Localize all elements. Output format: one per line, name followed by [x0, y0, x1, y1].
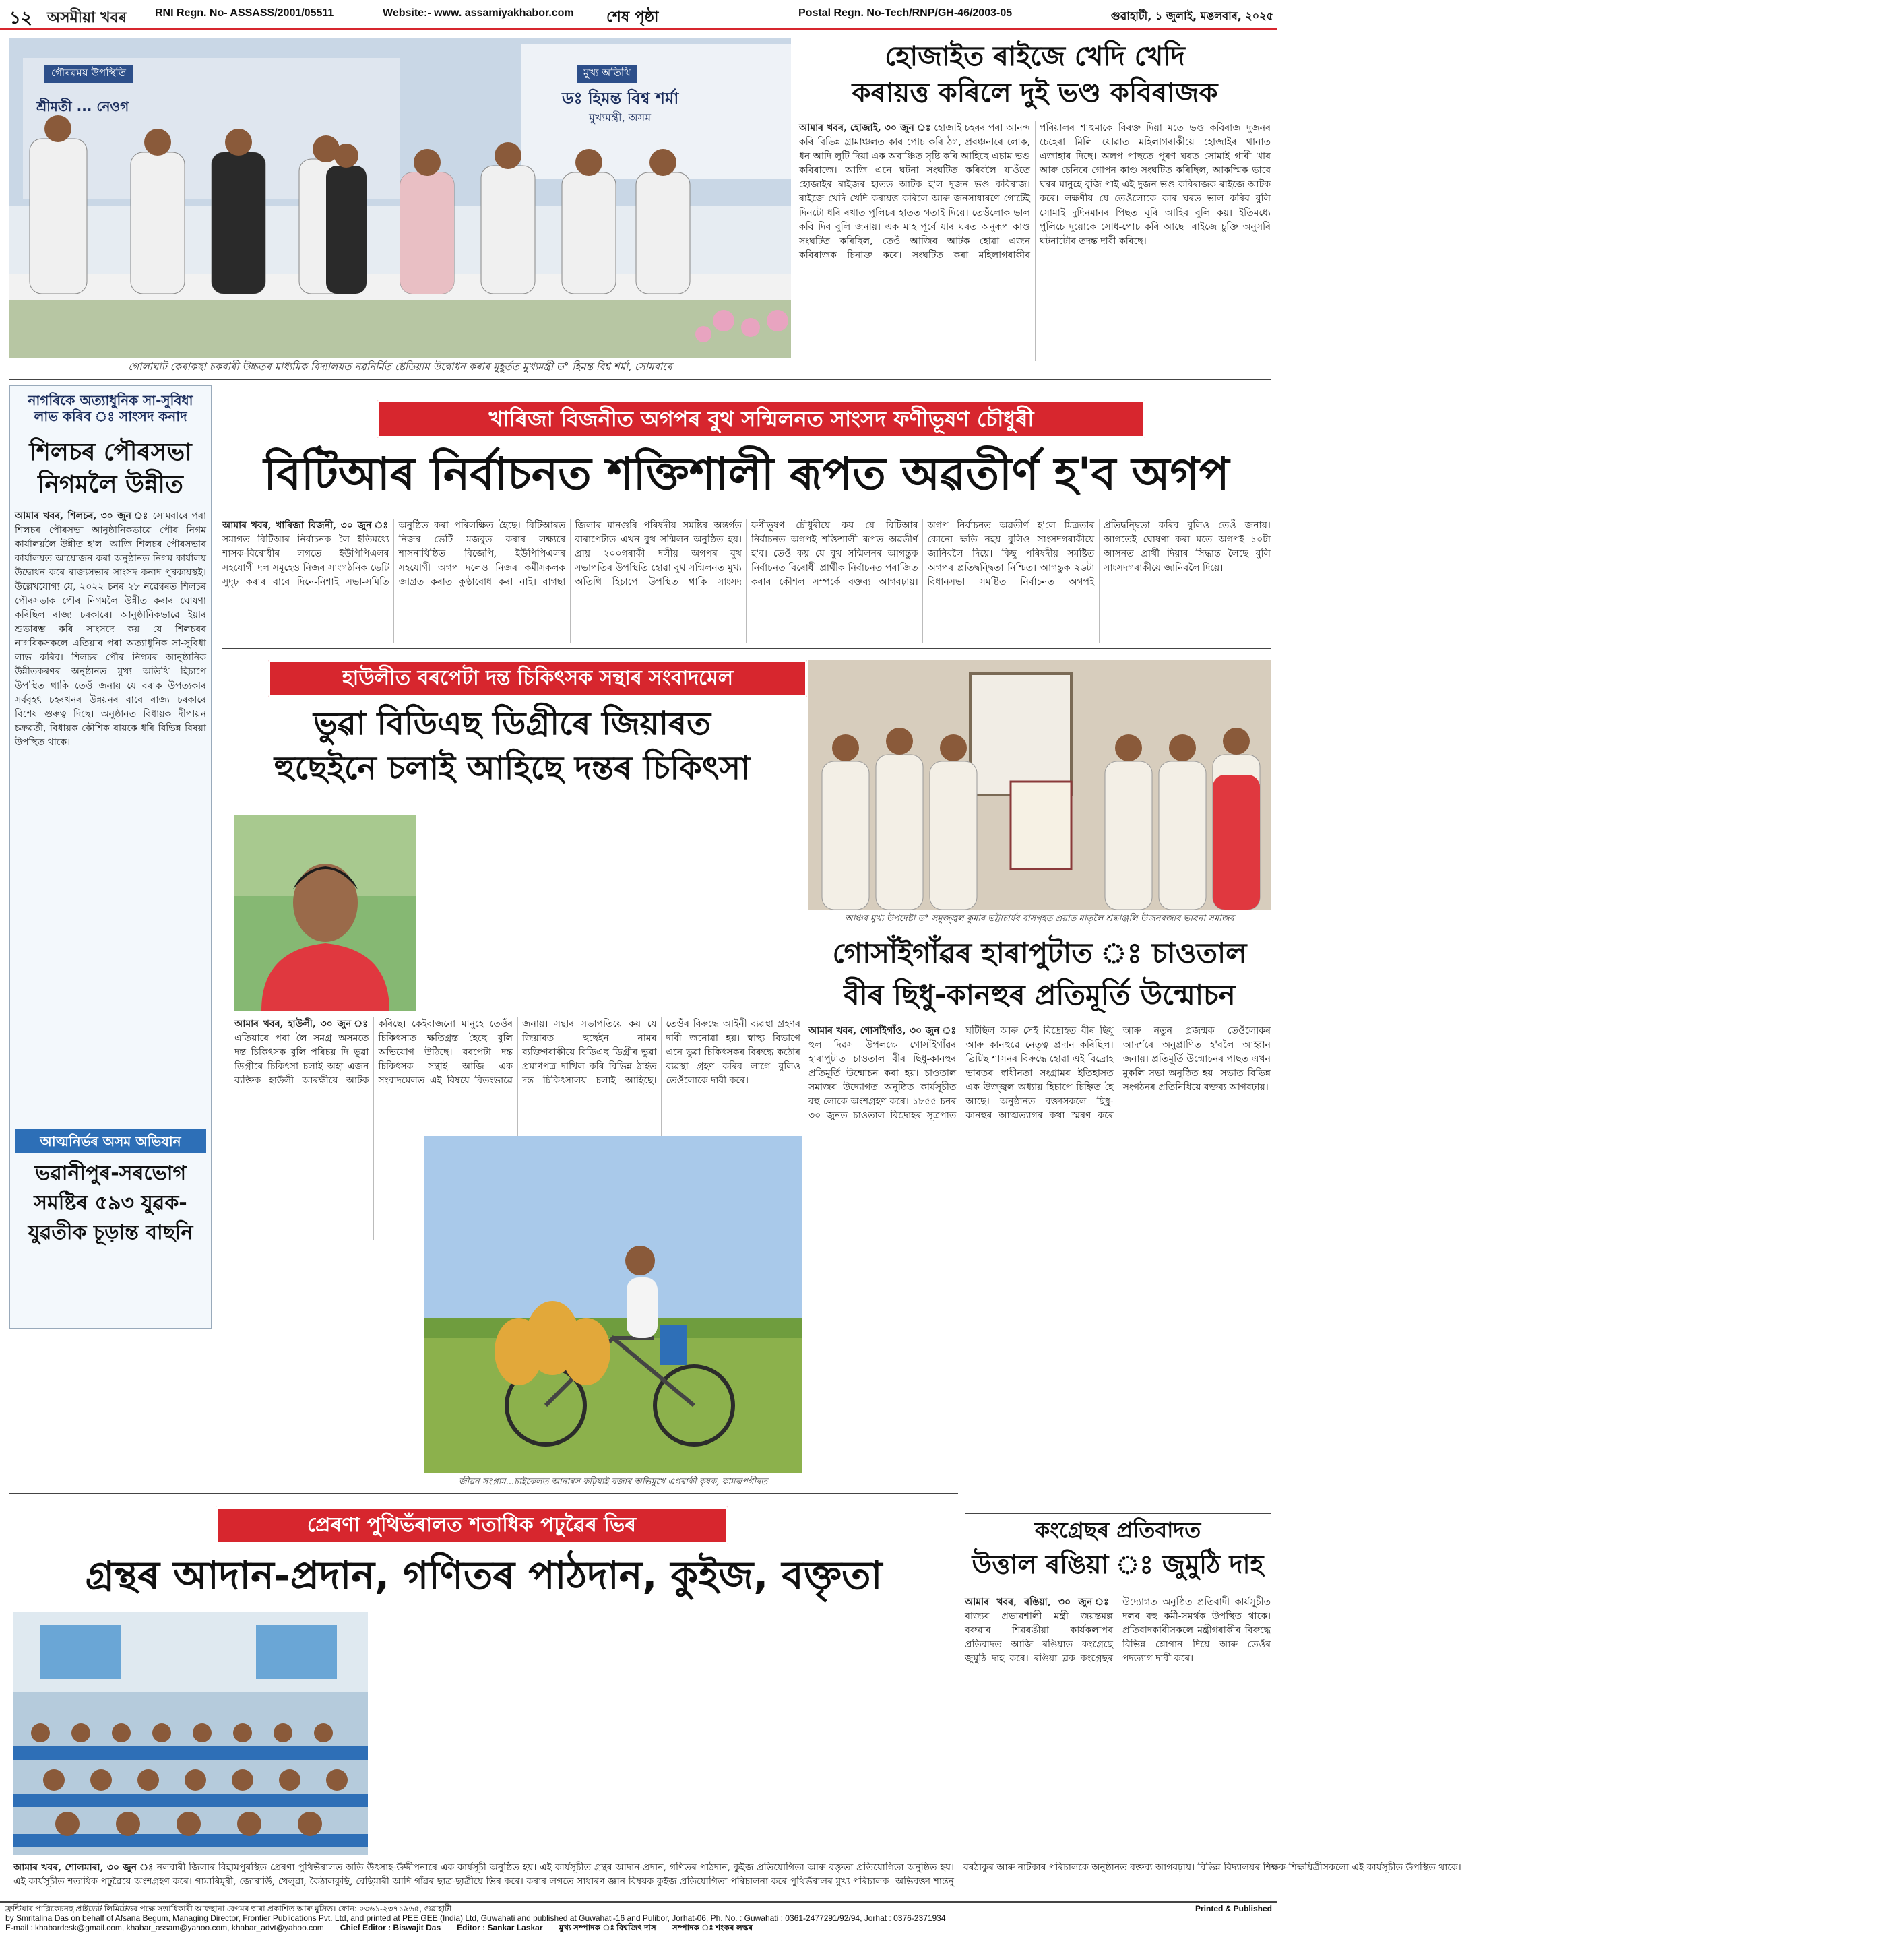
dateline: গুৱাহাটী, ১ জুলাই, মঙলবাৰ, ২০২৫	[1110, 9, 1273, 22]
postal-regn: Postal Regn. No-Tech/RNP/GH-46/2003-05	[798, 7, 1013, 19]
goshai-body	[808, 1024, 1271, 1511]
divider-congress	[965, 1513, 1271, 1514]
dental-portrait	[234, 815, 416, 1011]
dental-dateline: আমাৰ খবৰ, হাউলী, ৩০ জুন ঃ	[234, 1019, 369, 1029]
page-number: ১২	[9, 8, 32, 28]
top-photo	[9, 38, 791, 358]
footer-email: E-mail : khabardesk@gmail.com, khabar_assam@yahoo.com, khabar_advt@yahoo.com	[5, 1923, 324, 1932]
felicitation-caption: আঞ্চৰ মুখ্য উপদেষ্টা ড° সমুজ্জ্বল কুমাৰ ভট্টাচাৰ্যৰ বাসগৃহত প্ৰয়াত মাতৃলৈ শ্ৰদ্ধাঞ্জলি উজনবজাৰ ভাৱনা সমাজৰ	[845, 914, 1234, 924]
divider-mid	[222, 648, 1271, 649]
footer-line2: by Smritalina Das on behalf of Afsana Begum, Managing Director, Frontier Publications Pvt. Ltd, and printed at PEE GEE (India) Ltd, Guwahati and published at Guwahati-16 and Pulibor, Jorhat-06, Ph. No. : Guwahati : 0361-2477291/92/94, Jorhat : 0376-2371934	[5, 1913, 946, 1923]
footer-as-chief: মুখ্য সম্পাদক ঃ বিশ্বজিৎ দাস	[559, 1923, 656, 1932]
prerona-text: নলবাৰী জিলাৰ বিহামপুৰস্থিত প্ৰেৰণা পুথিভঁৰালত অতি উৎসাহ-উদ্দীপনাৰে এক কাৰ্যসূচী অনুষ্ঠিত হয়। এই কাৰ্যসূচীত গ্ৰন্থৰ আদান-প্ৰদান, গণিতৰ পাঠদান, কুইজ প্ৰতিযোগিতা আৰু বক্তৃতা প্ৰতিযোগিতা অনুষ্ঠিত হয়। এই কাৰ্যসূচীত শতাধিক পঢ়ুৱৈয়ে অংশগ্ৰহণ কৰে। গামাৰিমুৰী, জোৰাৰ্ডি, খেলুৱা, কৈঠালকুছি, বেছিমাৰী আদি গাঁৱৰ ছাত্ৰ-ছাত্ৰীয়ে ভিৰ কৰে। কৰাৰ লগতে সাধাৰণ জ্ঞান বিষয়ক কুইজ প্ৰতিযোগিতা পৰিচালনা কৰে পুথিভঁৰালৰ মুখ্য পৰিচালক। অভিবক্তা শান্তনু বৰঠাকুৰ আৰু নাটকাৰ পৰিচালকে অনুষ্ঠানত বক্তব্য আগবঢ়ায়। বিভিন্ন বিদ্যালয়ৰ শিক্ষক-শিক্ষয়িত্ৰীসকলো এই কাৰ্যসূচীত উপস্থিত থাকে।	[13, 1862, 1461, 1887]
hojai-dateline: আমাৰ খবৰ, হোজাই, ৩০ জুন ঃ	[799, 123, 931, 133]
footer-rule	[0, 1901, 1277, 1903]
prerona-headline: গ্ৰন্থৰ আদান-প্ৰদান, গণিতৰ পাঠদান, কুইজ, বক্তৃতা	[85, 1552, 883, 1598]
footer-as-editor: সম্পাদক ঃ শংকৰ লস্কৰ	[672, 1923, 753, 1932]
footer-assamese: ফ্ৰন্টিয়াৰ পাব্লিকেচনছ প্ৰাইভেট লিমিটেডৰ পক্ষে সত্তাধিকাৰী আফছানা বেগমৰ দ্বাৰা প্ৰকাশিত আৰু মুদ্ৰিত। ফোন: ০৩৬১-২৩৭১৯৬৫, গুৱাহাটী	[5, 1904, 452, 1913]
kharija-dateline: আমাৰ খবৰ, খাৰিজা বিজনী, ৩০ জুন ঃ	[222, 520, 389, 531]
footer-editor: Editor : Sankar Laskar	[457, 1923, 543, 1932]
dental-body-top	[424, 815, 802, 1011]
board-line: শ্ৰীমতী ... নেওগ	[36, 98, 129, 115]
board-presence-label: গৌৰৱময় উপস্থিতি	[44, 65, 133, 83]
congress-text: ৰাজ্যৰ প্ৰভাৱশালী মন্ত্ৰী জয়ন্তমল্ল বৰুৱাৰ শিৱৰঙীয়া কাৰ্যকলাপৰ প্ৰতিবাদত আজি ৰঙিয়াত কংগ্ৰেছে জুমুঠি দাহ কৰে। ৰঙিয়া ব্লক কংগ্ৰেছৰ উদ্যোগত অনুষ্ঠিত প্ৰতিবাদী কাৰ্যসূচীত দলৰ বহু কৰ্মী-সমৰ্থক উপস্থিত থাকে। প্ৰতিবাদকাৰীসকলে মন্ত্ৰীগৰাকীৰ বিৰুদ্ধে বিভিন্ন শ্লোগান দিয়ে আৰু তেওঁৰ পদত্যাগ দাবী কৰে।	[965, 1597, 1271, 1664]
prerona-banner: প্ৰেৰণা পুথিভঁৰালত শতাধিক পঢ়ুৱৈৰ ভিৰ	[216, 1506, 728, 1544]
goshai-dateline: আমাৰ খবৰ, গোসাঁইগাঁও, ৩০ জুন ঃ	[808, 1025, 957, 1036]
congress-headline-2: উত্তাল ৰঙিয়া ঃ জুমুঠি দাহ	[972, 1550, 1264, 1579]
silchar-text: সোমবাৰে পৰা শিলচৰ পৌৰসভা আনুষ্ঠানিকভাৱে পৌৰ নিগম কাৰ্যালয়লৈ উন্নীত হ'ল। আজি শিলচৰ পৌৰসভাৰ কাৰ্যালয়ত আয়োজন কৰা অনুষ্ঠানত নিগম কাৰ্যালয় উদ্বোধন কৰে ৰাজ্যসভাৰ সাংসদ কনাদ পুৰকায়স্থই। উল্লেখযোগ্য যে, ২০২২ চনৰ ২৮ নৱেম্বৰত শিলচৰ পৌৰসভাক পৌৰ নিগমলৈ উন্নীত কৰাৰ ঘোষণা কৰিছিল ৰাজ্য চৰকাৰে। আনুষ্ঠানিকভাৱে ইয়াৰ শুভাৰম্ভ কৰি সাংসদে কয় যে শিলচৰৰ নাগৰিকসকলে এতিয়াৰ পৰা অত্যাধুনিক সা-সুবিধা লাভ কৰিব। শিলচৰ পৌৰ নিগমৰ আনুষ্ঠানিক উন্নীতকৰণৰ অনুষ্ঠানত মুখ্য অতিথি হিচাপে উপস্থিত থাকি তেওঁ জনায় যে বৰাক উপত্যকাৰ সৰ্ববৃহৎ চহৰখনৰ উন্নয়নৰ বাবে ৰাজ্য চৰকাৰে বিশেষ গুৰুত্ব দিছে। অনুষ্ঠানত বিধায়ক দীপায়ন চক্ৰৱৰ্তী, বিধায়ক কৌশিক ৰায়কে ধৰি বিভিন্ন বিষয়া উপস্থিত থাকে।	[15, 511, 207, 748]
silchar-kicker: নাগৰিকে অত্যাধুনিক সা-সুবিধা লাভ কৰিব ঃ সাংসদ কনাদ	[28, 392, 193, 424]
cycle-photo	[424, 1136, 802, 1473]
dental-banner: হাউলীত বৰপেটা দন্ত চিকিৎসক সন্থাৰ সংবাদমেল	[268, 660, 807, 697]
dental-headline-2: হুছেইনে চলাই আহিছে দন্তৰ চিকিৎসা	[274, 749, 751, 787]
silchar-headline: শিলচৰ পৌৰসভা নিগমলৈ উন্নীত	[29, 439, 192, 499]
hojai-headline-1: হোজাইত ৰাইজে খেদি খেদি	[885, 41, 1185, 72]
classroom-illustration	[13, 1612, 368, 1855]
atmanirbhar-headline: ভৱানীপুৰ-সৰভোগ সমষ্টিৰ ৫৯৩ যুৱক-যুৱতীক চূড়ান্ত বাছনি	[28, 1162, 193, 1244]
felicitation-photo	[808, 660, 1271, 910]
kharija-text: সমাগত বিটিআৰ নিৰ্বাচনক লৈ ইতিমধ্যে শাসক-বিৰোধীৰ লগতে ইউপিপিএলৰ সহযোগী দল সমূহেও নিজৰ সাংগঠনিক ভেটি সুদৃঢ় কৰাৰ বাবে দিনে-নিশাই সভা-সমিতি অনুষ্ঠিত কৰা পৰিলক্ষিত হৈছে। বিটিআৰত নিজৰ ভেটি মজবুত কৰাৰ লক্ষ্যৰে শাসনাধিষ্ঠিত বিজেপি, ইউপিপিএলৰ সহযোগী অগপ দলেও নিজৰ কৰ্মীসকলক জাগ্ৰত কৰাত কুণ্ঠাবোধ কৰা নাই। বাগছা জিলাৰ মানগুৰি পৰিষদীয় সমষ্টিৰ অন্তৰ্গত বাৰাপেটাত এখন বুথ সন্মিলন অনুষ্ঠিত হয়। প্ৰায় ২০০গৰাকী দলীয় অগপৰ বুথ সভাপতিৰ উপস্থিতি হোৱা বুথ সন্মিলনত মুখ্য অতিথি হিচাপে উপস্থিত থাকি সাংসদ ফণীভূষণ চৌধুৰীয়ে কয় যে বিটিআৰ নিৰ্বাচনত অগপই শক্তিশালী ৰূপত অৱতীৰ্ণ হ'ব। তেওঁ কয় যে বুথ সন্মিলনৰ আগন্তুক নিৰ্বাচনত বিৰোধী প্ৰাৰ্থীক নিৰ্বাচনত পৰাজিত কৰাৰ কৌশল সম্পৰ্কে বক্তব্য আগবঢ়ায়। অগপ নিৰ্বাচনত অৱতীৰ্ণ হ'লে মিত্ৰতাৰ কোনো ক্ষতি নহয় বুলিও সাংসদগৰাকীয়ে জানিবলৈ দিয়ে। কিছু পৰিষদীয় সমষ্টিত অগপৰ প্ৰতিদ্বন্দ্বিতা নিশ্চিত। আগন্তুক ২৬টা বিধানসভা সমষ্টিত নিৰ্বাচনত অগপই প্ৰতিদ্বন্দ্বিতা কৰিব বুলিও তেওঁ জনায়। আগতেই ঘোষণা কৰা মতে অগপই ১০টা আসনত প্ৰাৰ্থী দিয়াৰ সিদ্ধান্ত লৈছে বুলি সাংসদগৰাকীয়ে জানিবলৈ দিয়ে।	[222, 520, 1271, 588]
masthead-strip	[0, 0, 1277, 30]
congress-dateline: আমাৰ খবৰ, ৰঙিয়া, ৩০ জুন ঃ	[965, 1597, 1113, 1608]
atmanirbhar-kicker: আত্মনিৰ্ভৰ অসম অভিযান	[15, 1129, 206, 1153]
website: Website:- www. assamiyakhabor.com	[383, 7, 574, 19]
board-chief-guest-name: ডঃ হিমন্ত বিশ্ব শৰ্মা	[562, 89, 679, 108]
board-chief-guest-label: মুখ্য অতিথি	[577, 65, 637, 83]
prerona-body-cols	[375, 1612, 954, 1855]
goshai-text: হুল দিৱস উপলক্ষে গোসাঁইগাঁৱৰ হাৰাপুটাত চাওতাল বীৰ ছিধু-কানহুৰ প্ৰতিমূৰ্তি উন্মোচন কৰা হয়। চাওতাল সমাজৰ উদ্যোগত অনুষ্ঠিত কাৰ্যসূচীত বহু লোকে অংশগ্ৰহণ কৰে। ১৮৫৫ চনৰ ৩০ জুনত চাওতাল বিদ্ৰোহৰ সূত্ৰপাত ঘটিছিল আৰু সেই বিদ্ৰোহত বীৰ ছিধু আৰু কানহুৱে নেতৃত্ব প্ৰদান কৰিছিল। ব্ৰিটিছ শাসনৰ বিৰুদ্ধে হোৱা এই বিদ্ৰোহ ভাৰতৰ স্বাধীনতা সংগ্ৰামৰ ইতিহাসত এক উজ্জ্বল অধ্যায় হিচাপে চিহ্নিত হৈ আছে। অনুষ্ঠানত বক্তাসকলে ছিধু-কানহুৰ আত্মত্যাগৰ কথা স্মৰণ কৰে আৰু নতুন প্ৰজন্মক তেওঁলোকৰ আদৰ্শৰে অনুপ্ৰাণিত হ'বলৈ আহ্বান জনায়। প্ৰতিমূৰ্তি উন্মোচনৰ পাছত এখন মুকলি সভা অনুষ্ঠিত হয়। সভাত বিভিন্ন সংগঠনৰ প্ৰতিনিধিয়ে বক্তব্য আগবঢ়ায়।	[808, 1025, 1271, 1121]
congress-body	[965, 1595, 1271, 1892]
kharija-banner: খাৰিজা বিজনীত অগপৰ বুথ সন্মিলনত সাংসদ ফণীভূষণ চৌধুৰী	[377, 400, 1145, 438]
rni-number: RNI Regn. No- ASSASS/2001/05511	[155, 7, 334, 19]
classroom-photo	[13, 1612, 368, 1855]
prerona-dateline: আমাৰ খবৰ, শোলমাৰা, ৩০ জুন ঃ	[13, 1862, 154, 1873]
paper-name: অসমীয়া খবৰ	[47, 9, 127, 26]
cycle-illustration	[424, 1136, 802, 1473]
prerona-body	[13, 1861, 1461, 1896]
divider-top	[9, 379, 1271, 380]
footer-line3	[5, 1923, 1272, 1932]
goshai-headline-2: বীৰ ছিধু-কানহুৰ প্ৰতিমূৰ্তি উন্মোচন	[844, 978, 1236, 1011]
hojai-body	[799, 121, 1271, 361]
hojai-text: হোজাই চহৰৰ পৰা আনন্দ কৰি বিভিন্ন গ্ৰামাঞ্চলত কাৰ পোচ কৰি ঠগ, প্ৰবঞ্চনাৰে লোক, ধন আদি লুটি দিয়া এক অবাঞ্চিত সৃষ্টি কৰি আহিছে এচাম ভণ্ড কবিৰাজে। আজি এনে ঘটনা সংঘটিত কৰিবলৈ যাওঁতে হোজাইৰ ৰাইজৰ হাতত আটক হ'ল দুজন ভণ্ড কবিৰাজ। ৰাইজে খেদি খেদি কৰায়ত্ত কৰিলে আৰু জনসাধাৰণে গোটেই দিনটো ধৰি ৰখাত পুলিচৰ হাতত গতাই দিয়ে। তেওঁলোক ভাল কবি দিব বুলি জনায়। এক মাহ পূৰ্বে যাৰ ঘৰত অনুৰূপ কাণ্ড সংঘটিত কৰিছিল, তেওঁ আজিৰ আটক হোৱা এজন কবিৰাজক চিনাক্ত কৰে। সংঘটিত কৰা মহিলাগৰাকীৰ পৰিয়ালৰ শাহুমাকে বিৰক্ত দিয়া মতে ভণ্ড কবিৰাজ দুজনৰ চেহেৰা মিলি যোৱাত মহিলাগৰাকীয়ে হোজাইৰ থানাত এজাহাৰ দিছে। অলপ পাছতে পুৰণ ঘৰত সোমাই গাৰী খাৰ আৰু চেনিৰে গোপন কাণ্ড সংঘটিত কৰিছিল, আকস্মিক ভাবে ঘৰৰ মানুহে বুজি পাই এই দুজন ভণ্ড কবিৰাজক ৰাইজে আটক কৰে। লক্ষণীয় যে তেওঁলোকে কাৰ ঘৰত ভাল কৰিব বুলি সোমাই দুদিনমানৰ পিছত ঘূৰি আহিব বুলি কয়। ইতিমধ্যে পুলিচে দুয়োকে সোধ-পোচ কৰি আছে। ৰাইজে চুক্তি অনুসৰি ঘটনাটোৰ তদন্ত দাবী কৰিছে।	[799, 123, 1271, 261]
hojai-headline-2: কৰায়ত্ত কৰিলে দুই ভণ্ড কবিৰাজক	[852, 77, 1218, 108]
board-chief-guest-role: মুখ্যমন্ত্ৰী, অসম	[589, 111, 652, 124]
silchar-dateline: আমাৰ খবৰ, শিলচৰ, ৩০ জুন ঃ	[15, 511, 149, 521]
dental-headline-1: ভুৱা বিডিএছ ডিগ্ৰীৰে জিয়াৰত	[313, 705, 711, 742]
kharija-body	[222, 519, 1271, 643]
footer	[5, 1904, 1272, 1934]
felicitation-illustration	[808, 660, 1271, 910]
portrait-illustration	[234, 815, 416, 1011]
footer-printed: Printed & Published	[1195, 1904, 1272, 1913]
footer-line1	[5, 1904, 1272, 1913]
divider-prerona	[9, 1493, 958, 1494]
dental-text: এতিয়াৰে পৰা লৈ সমগ্ৰ অসমতে দন্ত চিকিৎসক বুলি পৰিচয় দি ভুৱা ডিগ্ৰীৰে চিকিৎসা চলাই অহা এজন ব্যক্তিক হাউলী আৰক্ষীয়ে আটক কৰিছে। কেইবাজনো মানুহে তেওঁৰ চিকিৎসাত ক্ষতিগ্ৰস্ত হৈছে বুলি অভিযোগ উঠিছে। বৰপেটা দন্ত চিকিৎসক সন্থাই আজি এক সংবাদমেলত এই বিষয়ে বিতংভাৱে জনায়। সন্থাৰ সভাপতিয়ে কয় যে জিয়াৰত হুছেইন নামৰ ব্যক্তিগৰাকীয়ে বিডিএছ ডিগ্ৰীৰ ভুৱা প্ৰমাণপত্ৰ দাখিল কৰি বিভিন্ন ঠাইত দন্ত চিকিৎসালয় চলাই আহিছে। তেওঁৰ বিৰুদ্ধে আইনী ব্যৱস্থা গ্ৰহণৰ দাবী জনোৱা হয়। স্বাস্থ্য বিভাগে এনে ভুৱা চিকিৎসকৰ বিৰুদ্ধে কঠোৰ ব্যৱস্থা গ্ৰহণ কৰিব লাগে বুলিও তেওঁলোকে দাবী কৰে।	[234, 1019, 800, 1086]
top-photo-caption: গোলাঘাট কেৰাকছা চকবাৰী উচ্চতৰ মাধ্যমিক বিদ্যালয়ত নৱনিৰ্মিত ষ্টেডিয়াম উদ্বোধন কৰাৰ মুহূৰ্তত মুখ্যমন্ত্ৰী ড° হিমন্ত বিশ্ব শৰ্মা, সোমবাৰে	[128, 360, 672, 373]
kharija-headline: বিটিআৰ নিৰ্বাচনত শক্তিশালী ৰূপত অৱতীৰ্ণ হ'ব অগপ	[263, 448, 1230, 500]
section-name: শেষ পৃষ্ঠা	[606, 9, 659, 26]
footer-chief-editor: Chief Editor : Biswajit Das	[340, 1923, 441, 1932]
congress-headline-1: কংগ্ৰেছৰ প্ৰতিবাদত	[1034, 1517, 1201, 1543]
goshai-headline-1: গোসাঁইগাঁৱৰ হাৰাপুটাত ঃ চাওতাল	[832, 937, 1247, 970]
cycle-caption: জীৱন সংগ্ৰাম...চাইকেলত আনাৰস কঢ়িয়াই বজাৰ অভিমুখে এগৰাকী কৃষক, কামৰূপগীৰত	[458, 1477, 768, 1487]
